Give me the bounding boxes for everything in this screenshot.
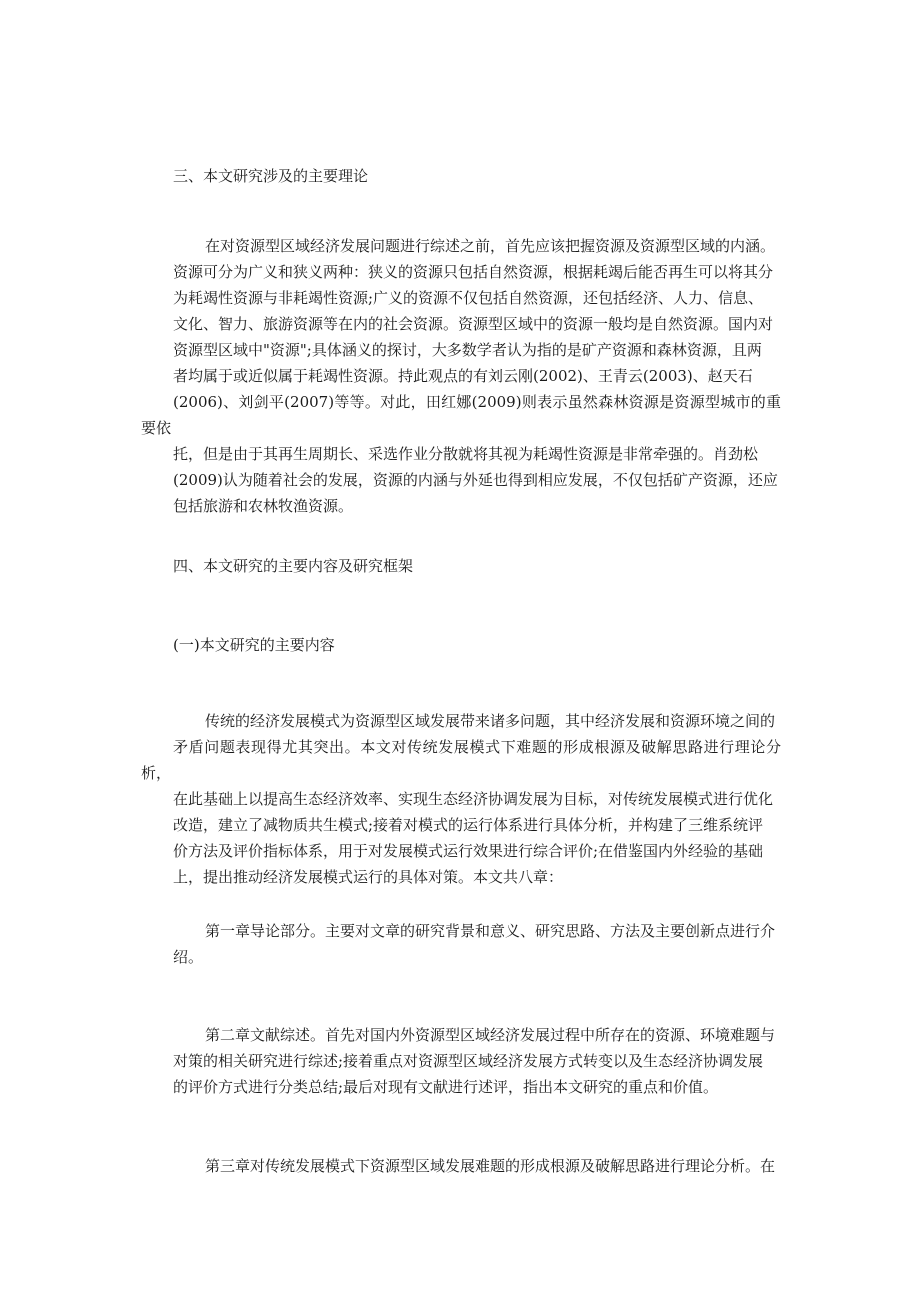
subsection-heading-1: (一)本文研究的主要内容 [173,636,335,654]
paragraph-line: 改造，建立了减物质共生模式;接着对模式的运行体系进行具体分析，并构建了三维系统评 [173,816,764,834]
paragraph-line: 上，提出推动经济发展模式运行的具体对策。本文共八章： [173,868,564,886]
paragraph-line: 的评价方式进行分类总结;最后对现有文献进行述评，指出本文研究的重点和价值。 [173,1078,719,1096]
paragraph-line: 在此基础上以提高生态经济效率、实现生态经济协调发展为目标，对传统发展模式进行优化 [173,790,774,808]
paragraph-resource-definition [141,233,781,519]
paragraph-main-content [141,708,781,890]
paragraph-line: 矛盾问题表现得尤其突出。本文对传统发展模式下难题的形成根源及破解思路进行理论分析， [141,738,781,782]
section-heading-3: 三、本文研究涉及的主要理论 [173,167,369,185]
paragraph-line: 文化、智力、旅游资源等在内的社会资源。资源型区域中的资源一般均是自然资源。国内对 [173,315,774,333]
paragraph-line: 资源型区域中"资源";具体涵义的探讨，大多数学者认为指的是矿产资源和森林资源，且两 [173,341,762,359]
paragraph-line: (2009)认为随着社会的发展，资源的内涵与外延也得到相应发展，不仅包括矿产资源，还应 [173,471,778,489]
paragraph-line: 第二章文献综述。首先对国内外资源型区域经济发展过程中所存在的资源、环境难题与 [205,1026,776,1044]
paragraph-line: 绍。 [173,948,204,966]
paragraph-chapter-1 [141,918,781,970]
paragraph-line: 资源可分为广义和狭义两种：狭义的资源只包括自然资源，根据耗竭后能否再生可以将其分 [173,263,774,281]
paragraph-line: 为耗竭性资源与非耗竭性资源;广义的资源不仅包括自然资源，还包括经济、人力、信息、 [173,289,764,307]
paragraph-line: 对策的相关研究进行综述;接着重点对资源型区域经济发展方式转变以及生态经济协调发展 [173,1052,764,1070]
paragraph-chapter-2 [141,1022,781,1100]
paragraph-line: 者均属于或近似属于耗竭性资源。持此观点的有刘云刚(2002)、王青云(2003)、赵天石 [173,367,753,385]
paragraph-line: 第三章对传统发展模式下资源型区域发展难题的形成根源及破解思路进行理论分析。在 [205,1157,776,1175]
paragraph-chapter-3 [141,1153,781,1179]
paragraph-line: 价方法及评价指标体系，用于对发展模式运行效果进行综合评价;在借鉴国内外经验的基础 [173,842,764,860]
paragraph-line: 托，但是由于其再生周期长、采选作业分散就将其视为耗竭性资源是非常牵强的。肖劲松 [173,445,759,463]
paragraph-line: 在对资源型区域经济发展问题进行综述之前，首先应该把握资源及资源型区域的内涵。 [205,237,776,255]
paragraph-line: 传统的经济发展模式为资源型区域发展带来诸多问题，其中经济发展和资源环境之间的 [205,712,776,730]
paragraph-line: (2006)、刘剑平(2007)等等。对此，田红娜(2009)则表示虽然森林资源是资源型城市的重要依 [141,393,781,437]
paragraph-line: 包括旅游和农林牧渔资源。 [173,497,354,515]
paragraph-line: 第一章导论部分。主要对文章的研究背景和意义、研究思路、方法及主要创新点进行介 [205,922,776,940]
section-heading-4: 四、本文研究的主要内容及研究框架 [173,557,414,575]
